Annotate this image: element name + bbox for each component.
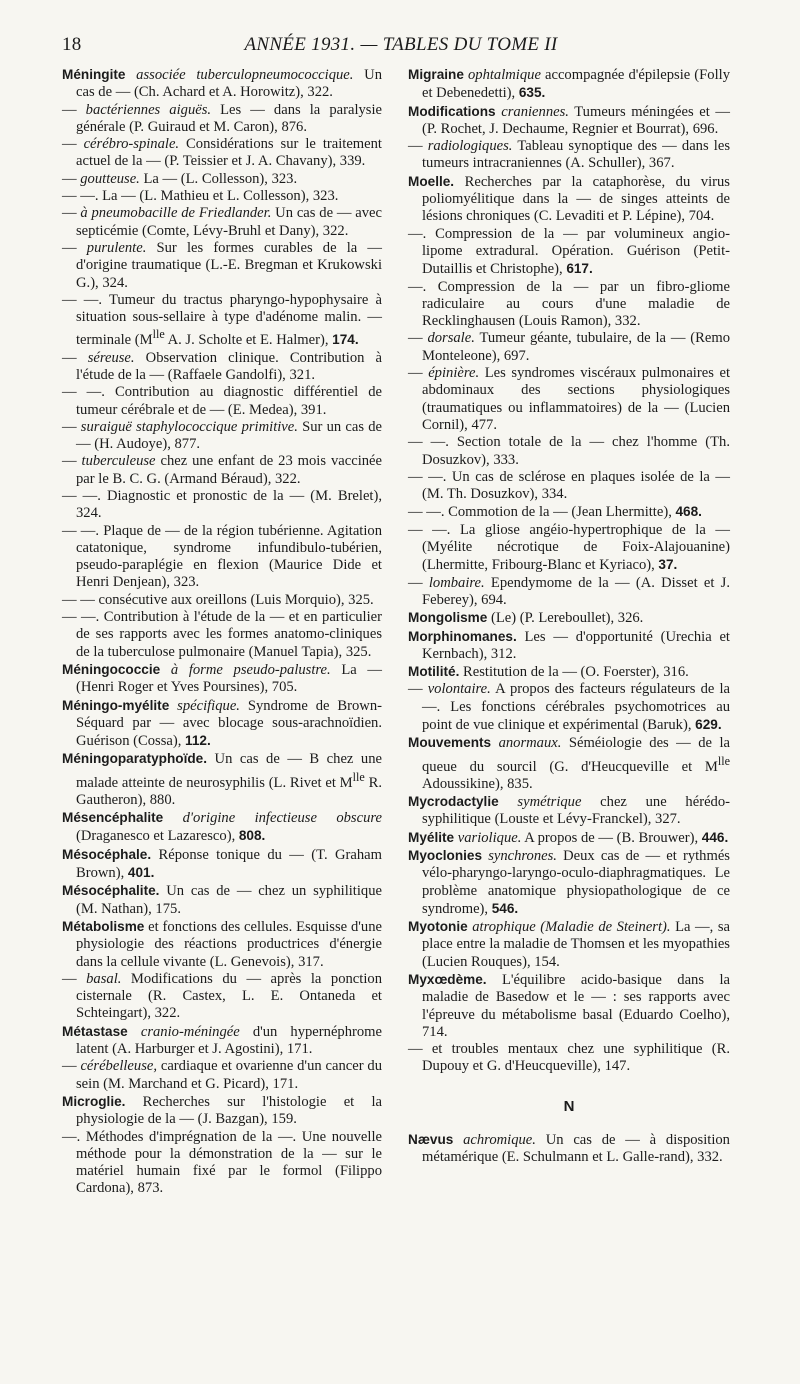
index-entry: Méningococcie à forme pseudo-palustre. La — (Henri Roger et Yves Poursines), 705.	[62, 661, 382, 696]
index-entry: —. Compression de la — par un fibro-gliome radiculaire au cours d'une maladie de Recklinghausen (Louis Ramon), 332.	[408, 278, 730, 330]
index-entry: Nævus achromique. Un cas de — à disposition métamérique (E. Schulmann et L. Galle-rand), 332.	[408, 1132, 730, 1166]
index-entry: Morphinomanes. Les — d'opportunité (Urechia et Kernbach), 312.	[408, 628, 730, 662]
index-entry: — —. Contribution à l'étude de la — et en particulier de ses rapports avec les formes anatomo-cliniques de la tuberculose pulmonaire (Manuel Tapia), 325.	[62, 609, 382, 660]
index-entry: — —. Tumeur du tractus pharyngo-hypophysaire à situation sous-sellaire à type d'adénome malin. — terminale ($M^{lle}$ A. J. Scholte et E. Halmer), 174.	[62, 291, 382, 349]
index-entry: Mycrodactylie symétrique chez une hérédo-syphilitique (Louste et Lévy-Franckel), 327.	[408, 794, 730, 828]
index-entry: — radiologiques. Tableau synoptique des — dans les tumeurs intracraniennes (A. Schuller), 367.	[408, 138, 730, 172]
index-entry: — — consécutive aux oreillons (Luis Morquio), 325.	[62, 591, 374, 608]
index-entry: Méningoparatyphoïde. Un cas de — B chez une malade atteinte de neurosyphilis (L. Rivet et $M^{lle}$ R. Gautheron), 880.	[62, 751, 382, 808]
index-entry: Mongolisme (Le) (P. Lereboullet), 326.	[408, 610, 644, 627]
index-entry: — cérébro-spinale. Considérations sur le traitement actuel de la — (P. Teissier et J. A. Chavany), 339.	[62, 136, 382, 170]
index-entry: — —. Contribution au diagnostic différentiel de tumeur cérébrale et de — (E. Medea), 391.	[62, 384, 382, 418]
running-title: ANNÉE 1931. — TABLES DU TOME II	[244, 34, 558, 55]
right-column-after-entries	[408, 1131, 730, 1167]
index-entry: Myxœdème. L'équilibre acido-basique dans la maladie de Basedow et le — : ses rapports avec l'épreuve du métabolisme basal (Eduardo Coelho), 714.	[408, 972, 730, 1040]
index-entry: Microglie. Recherches sur l'histologie et la physiologie de la — (J. Bazgan), 159.	[62, 1093, 382, 1128]
index-entry: —. Compression de la — par volumineux angio-lipome extradural. Opération. Guérison (Petit-Dutaillis et Christophe), 617.	[408, 225, 730, 278]
index-entry: — —. Section totale de la — chez l'homme (Th. Dosuzkov), 333.	[408, 434, 730, 468]
index-entry: — —. Un cas de sclérose en plaques isolée de la — (M. Th. Dosuzkov), 334.	[408, 468, 730, 503]
index-entry: — —. La gliose angéio-hypertrophique de la — (Myélite nécrotique de Foix-Alajouanine) (Lhermitte, Fribourg-Blanc et Kyriaco), 37.	[408, 521, 730, 574]
index-entry: — basal. Modifications du — après la ponction cisternale (R. Castex, L. E. Ontaneda et Schteingart), 322.	[62, 970, 382, 1022]
index-entry: Moelle. Recherches par la cataphorèse, du virus poliomyélitique dans la — de singes atteints de lésions chroniques (C. Levaditi et P. Lépine), 704.	[408, 173, 730, 225]
index-entry: — volontaire. A propos des facteurs régulateurs de la —. Les fonctions cérébrales psychomotrices au point de vue clinique et expérimental (Baruk), 629.	[408, 681, 730, 733]
index-entry: Méningo-myélite spécifique. Syndrome de Brown-Séquard par — avec blocage sous-arachnoïdien. Guérison (Cossa), 112.	[62, 697, 382, 750]
left-column	[62, 66, 382, 1198]
index-entry: — suraiguë staphylococcique primitive. Sur un cas de — (H. Audoye), 877.	[62, 418, 382, 453]
index-entry: Mésencéphalite d'origine infectieuse obscure (Draganesco et Lazaresco), 808.	[62, 810, 382, 845]
index-entry: Mouvements anormaux. Séméiologie des — de la queue du sourcil (G. d'Heucqueville et $M^{lle}$ Adoussikine), 835.	[408, 735, 730, 792]
index-entry: Myoclonies synchrones. Deux cas de — et rythmés vélo-pharyngo-laryngo-oculo-diaphragmatiques. Le problème anatomique physiopathologique de ce syndrome), 546.	[408, 847, 730, 917]
index-entry: — purulente. Sur les formes curables de la — d'origine traumatique (L.-E. Bregman et Krukowski G.), 324.	[62, 239, 382, 291]
index-entry: Modifications craniennes. Tumeurs méningées et — (P. Rochet, J. Dechaume, Regnier et Bourrat), 696.	[408, 103, 730, 137]
index-entry: — lombaire. Ependymome de la — (A. Disset et J. Feberey), 694.	[408, 574, 730, 608]
section-letter: N	[563, 1097, 575, 1115]
index-entry: Myélite variolique. A propos de — (B. Brouwer), 446.	[408, 829, 729, 846]
index-entry: — cérébelleuse, cardiaque et ovarienne d'un cancer du sein (M. Marchand et G. Picard), 171.	[62, 1058, 382, 1092]
index-entry: — et troubles mentaux chez une syphilitique (R. Dupouy et G. d'Heucqueville), 147.	[408, 1041, 730, 1075]
index-entry: — épinière. Les syndromes viscéraux pulmonaires et abdominaux des sections physiologiques (traumatiques ou inflammatoires) de la — (Lucien Cornil), 477.	[408, 365, 731, 433]
index-entry: Méningite associée tuberculopneumococcique. Un cas de — (Ch. Achard et A. Horowitz), 322.	[62, 67, 382, 101]
index-entry: — —. Plaque de — de la région tubérienne. Agitation catatonique, syndrome infundibulo-tubérien, pseudo-paraplégie en flexion (Maurice Dide et Henri Denjean), 323.	[62, 522, 382, 591]
page-number: 18	[62, 34, 82, 55]
index-entry: Motilité. Restitution de la — (O. Foerster), 316.	[408, 664, 689, 681]
index-entry: — —. Diagnostic et pronostic de la — (M. Brelet), 324.	[62, 487, 382, 522]
page-header	[62, 34, 740, 60]
index-entry: Métastase cranio-méningée d'un hypernéphrome latent (A. Harburger et J. Agostini), 171.	[62, 1023, 382, 1058]
right-column-entries	[408, 66, 730, 1076]
index-entry: — dorsale. Tumeur géante, tubulaire, de la — (Remo Monteleone), 697.	[408, 330, 730, 364]
index-entry: — bactériennes aiguës. Les — dans la paralysie générale (P. Guiraud et M. Caron), 876.	[62, 101, 383, 135]
index-entry: — à pneumobacille de Friedlander. Un cas de — avec septicémie (Comte, Lévy-Bruhl et Dany), 322.	[62, 205, 382, 239]
index-entry: Myotonie atrophique (Maladie de Steinert). La —, sa place entre la maladie de Thomsen et les myopathies (Lucien Rouques), 154.	[408, 919, 730, 970]
index-entry: — goutteuse. La — (L. Collesson), 323.	[62, 170, 298, 187]
index-entry: Migraine ophtalmique accompagnée d'épilepsie (Folly et Debenedetti), 635.	[408, 67, 730, 102]
index-entry: — tuberculeuse chez une enfant de 23 mois vaccinée par le B. C. G. (Armand Béraud), 322.	[62, 453, 382, 487]
right-column	[408, 66, 730, 1167]
index-entry: — séreuse. Observation clinique. Contribution à l'étude de la — (Raffaele Gandolfi), 321.	[62, 349, 382, 383]
index-entry: —. Méthodes d'imprégnation de la —. Une nouvelle méthode pour la démonstration de la — sur le matériel humain fixé par le formol (Filippo Cardona), 873.	[62, 1128, 382, 1197]
index-entry: Métabolisme et fonctions des cellules. Esquisse d'une physiologie des réactions productrices d'énergie dans la cellule vivante (L. Genevois), 317.	[62, 918, 382, 970]
index-entry: Mésocéphalite. Un cas de — chez un syphilitique (M. Nathan), 175.	[62, 883, 382, 917]
index-entry: — —. Commotion de la — (Jean Lhermitte), 468.	[408, 504, 702, 521]
index-entry: Mésocéphale. Réponse tonique du — (T. Graham Brown), 401.	[62, 846, 382, 882]
index-entry: — —. La — (L. Mathieu et L. Collesson), 323.	[62, 188, 339, 205]
